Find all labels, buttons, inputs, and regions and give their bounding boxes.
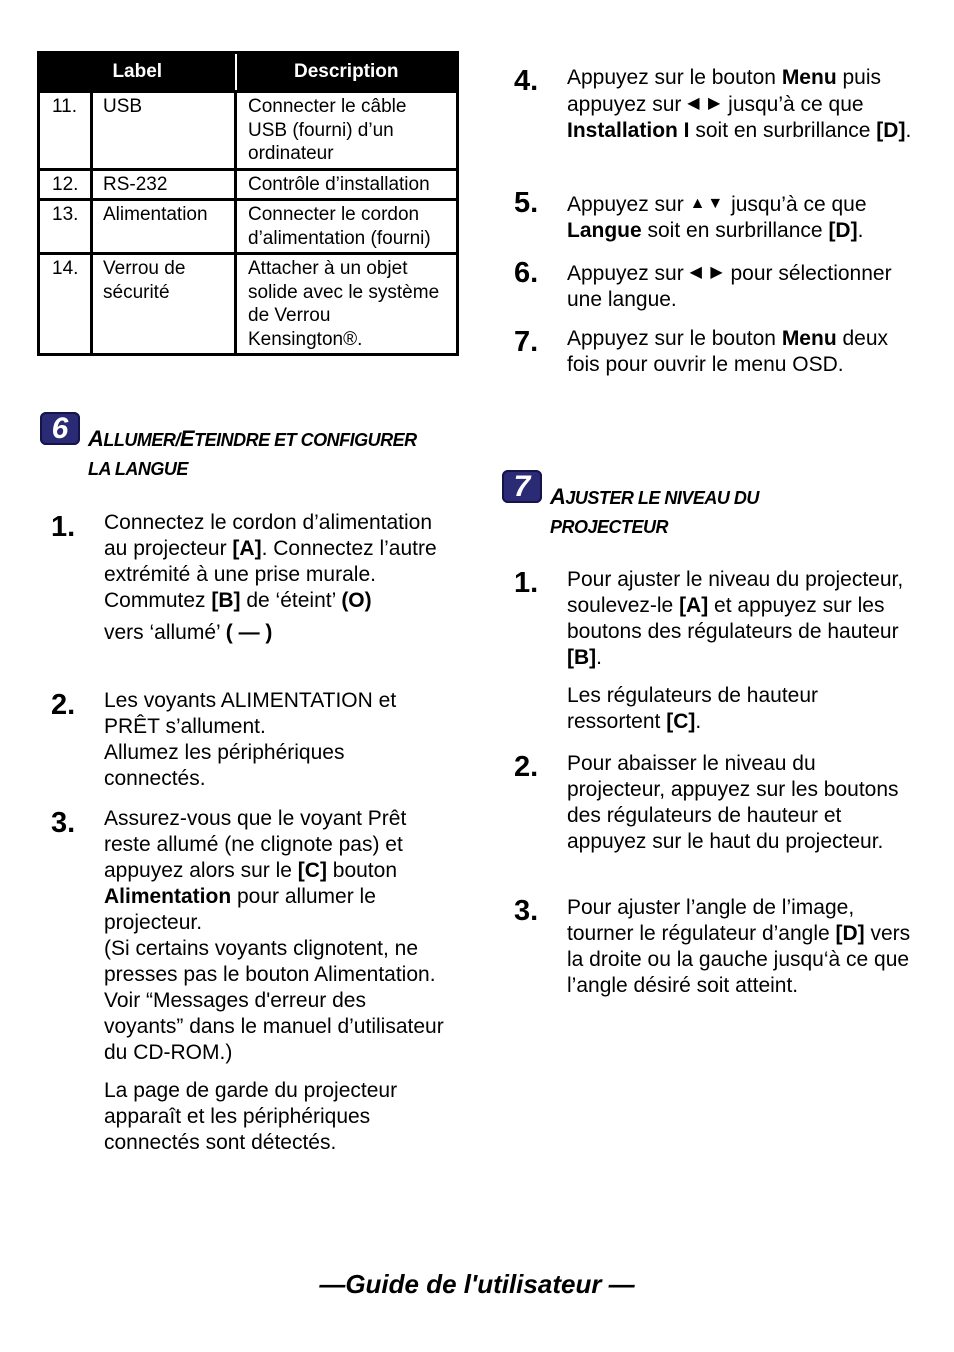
row-number: 14. <box>39 254 92 355</box>
up-down-arrow-icon: ▲▼ <box>689 195 726 212</box>
step-text: Les voyants ALIMENTATION et PRÊT s’allument. Allumez les périphériques connectés. <box>104 689 397 790</box>
row-description: Contrôle d’installation <box>236 169 458 200</box>
table-row <box>39 92 458 170</box>
row-number: 11. <box>39 92 92 170</box>
left-right-arrow-icon: ◀ ▶ <box>687 95 723 112</box>
step-text: Assurez-vous que le voyant Prêt reste allumé (ne clignote pas) et appuyez alors sur le [C] bouton Alimentation pour allumer le projecteur. (Si certains voyants clignotent, ne presses pas le bouton Alimentation. Voir “Messages d'erreur des voyants” dans le manuel d’utilisateur du CD-ROM.) La page de garde du projecteur apparaît et les périphériques connectés sont détectés. <box>104 807 444 1154</box>
row-label: USB <box>92 92 236 170</box>
row-description: Attacher à un objet solide avec le système de Verrou Kensington®. <box>236 254 458 355</box>
table-row <box>39 169 458 200</box>
step-text: Appuyez sur le bouton Menu puis appuyez sur ◀ ▶ jusqu’à ce que Installation I soit en surbrillance [D]. <box>567 66 912 142</box>
section-6-title: ALLUMER/ETEINDRE ET CONFIGURER LA LANGUE <box>88 426 417 479</box>
step-text: Pour abaisser le niveau du projecteur, appuyez sur les boutons des régulateurs de hauteur et appuyez sur le haut du projecteur. <box>567 752 899 853</box>
row-description: Connecter le câble USB (fourni) d’un ordinateur <box>236 92 458 170</box>
step-text: Appuyez sur ◀ ▶ pour sélectionner une langue. <box>567 262 892 311</box>
row-label: Alimentation <box>92 200 236 254</box>
step-number: 2. <box>514 751 539 783</box>
section-7-badge: 7 <box>502 470 542 503</box>
connector-table <box>37 51 459 356</box>
table-header-label: Label <box>39 53 236 92</box>
step-number: 7. <box>514 326 539 358</box>
table-row <box>39 254 458 355</box>
step-number: 2. <box>51 689 76 721</box>
page-footer: —Guide de l'utilisateur — <box>319 1269 635 1299</box>
row-label: Verrou de sécurité <box>92 254 236 355</box>
step-text: Appuyez sur ▲▼ jusqu’à ce que Langue soit en surbrillance [D]. <box>567 193 867 242</box>
step-text: Pour ajuster l’angle de l’image, tourner le régulateur d’angle [D] vers la droite ou la gauche jusqu‘à ce que l’angle désiré soit atteint. <box>567 896 911 997</box>
step-number: 1. <box>51 511 76 543</box>
row-number: 12. <box>39 169 92 200</box>
section-6-badge: 6 <box>40 412 80 445</box>
row-label: RS-232 <box>92 169 236 200</box>
step-text: Pour ajuster le niveau du projecteur, soulevez-le [A] et appuyez sur les boutons des régulateurs de hauteur [B]. Les régulateurs de hauteur ressortent [C]. <box>567 568 904 733</box>
row-number: 13. <box>39 200 92 254</box>
section-7-title: AJUSTER LE NIVEAU DU PROJECTEUR <box>550 484 759 537</box>
step-number: 6. <box>514 257 539 289</box>
step-text: Appuyez sur le bouton Menu deux fois pour ouvrir le menu OSD. <box>567 327 889 376</box>
step-number: 5. <box>514 187 539 219</box>
table-header-description: Description <box>236 53 458 92</box>
step-number: 1. <box>514 567 539 599</box>
step-number: 3. <box>51 807 76 839</box>
table-row <box>39 200 458 254</box>
step-number: 4. <box>514 65 539 97</box>
left-right-arrow-icon: ◀ ▶ <box>689 264 725 281</box>
step-number: 3. <box>514 895 539 927</box>
row-description: Connecter le cordon d’alimentation (fourni) <box>236 200 458 254</box>
step-text: Connectez le cordon d’alimentation au projecteur [A]. Connectez l’autre extrémité à une prise murale. Commutez [B] de ‘éteint’ (O) vers ‘allumé’ ( — ) <box>104 511 437 644</box>
